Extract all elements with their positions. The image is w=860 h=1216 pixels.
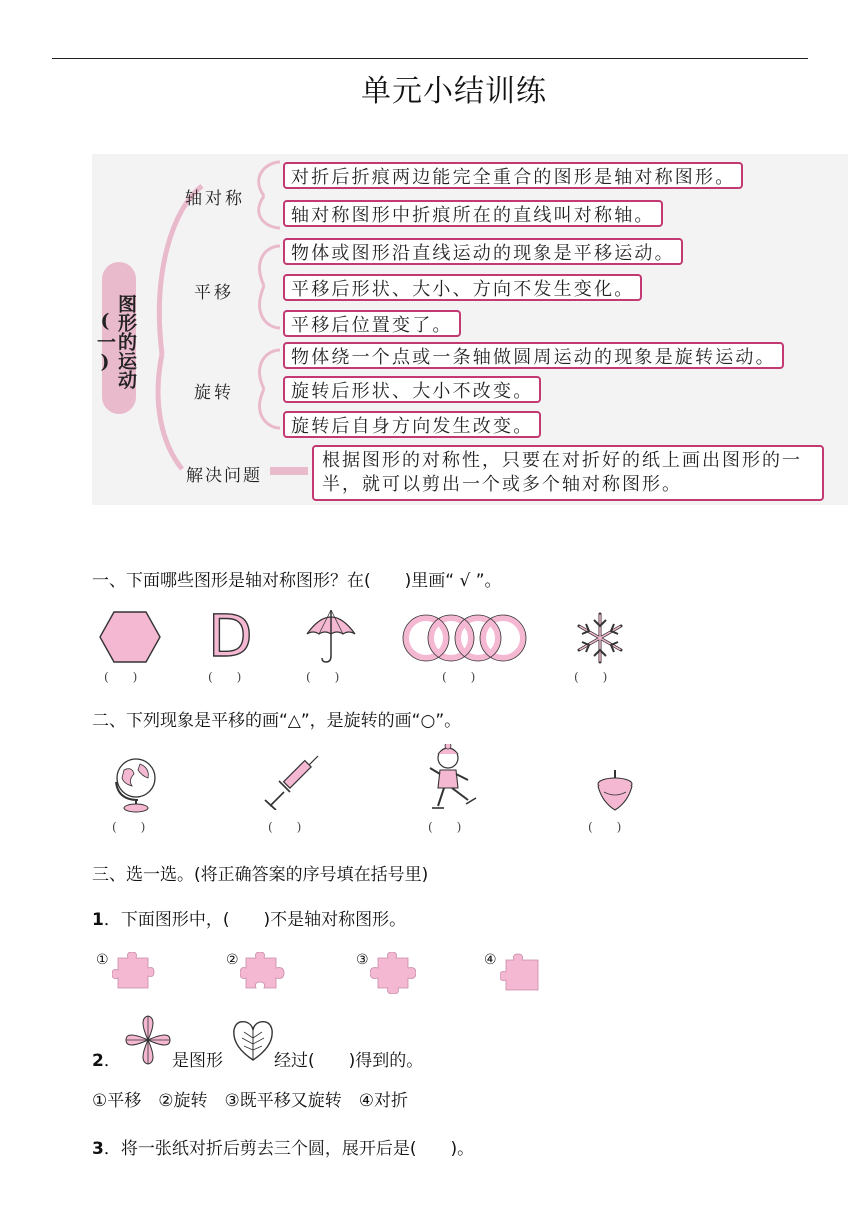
answer-paren-6[interactable]: ( )	[112, 820, 146, 834]
point-rotation-2: 旋转后形状、大小不改变。	[283, 376, 541, 403]
point-problem-solving: 根据图形的对称性，只要在对折好的纸上画出图形的一半，就可以剪出一个或多个轴对称图形。	[312, 445, 824, 501]
branch-rotation: 旋转	[194, 383, 234, 403]
spinning-top-icon	[592, 768, 638, 814]
question-2-text-1: 是图形	[172, 1051, 223, 1071]
globe-icon	[108, 752, 166, 814]
answer-paren-9[interactable]: ( )	[588, 820, 622, 834]
q1-option-3-label: ③	[356, 952, 369, 968]
branch-problem-solving: 解决问题	[186, 466, 262, 486]
question-2-options: ①平移 ②旋转 ③既平移又旋转 ④对折	[92, 1091, 408, 1111]
heart-leaf-icon	[230, 1018, 276, 1062]
question-3-number: 3	[92, 1139, 104, 1159]
answer-paren-8[interactable]: ( )	[428, 820, 462, 834]
branch-connector	[270, 467, 308, 475]
answer-paren-4[interactable]: ( )	[442, 670, 476, 684]
answer-paren-1[interactable]: ( )	[104, 670, 138, 684]
question-2-number: 2	[92, 1051, 104, 1071]
page-title: 单元小结训练	[361, 74, 547, 109]
puzzle-piece-1-icon	[112, 952, 156, 992]
point-rotation-1: 物体绕一个点或一条轴做圆周运动的现象是旋转运动。	[283, 342, 784, 369]
puzzle-piece-3-icon	[370, 952, 416, 994]
puzzle-piece-2-icon	[240, 952, 286, 992]
branch-translation: 平移	[194, 283, 234, 303]
point-symmetry-2: 轴对称图形中折痕所在的直线叫对称轴。	[283, 200, 663, 227]
point-translation-1: 物体或图形沿直线运动的现象是平移运动。	[283, 238, 683, 265]
answer-paren-2[interactable]: ( )	[208, 670, 242, 684]
umbrella-icon	[304, 604, 358, 664]
snowflake-icon	[574, 612, 626, 664]
section3-heading: 三、选一选。(将正确答案的序号填在括号里)	[92, 865, 429, 885]
puzzle-piece-4-icon	[500, 952, 542, 992]
question-2-text-2: 经过( )得到的。	[274, 1051, 424, 1071]
question-3-text: ．将一张纸对折后剪去三个圆，展开后是( )。	[103, 1139, 475, 1159]
skater-icon	[424, 744, 480, 816]
answer-paren-7[interactable]: ( )	[268, 820, 302, 834]
question-1-text: ．下面图形中，( )不是轴对称图形。	[103, 910, 407, 930]
point-symmetry-1: 对折后折痕两边能完全重合的图形是轴对称图形。	[283, 162, 743, 189]
map-root: 图形的运动(一)	[102, 262, 136, 414]
question-2-sep: ．	[103, 1051, 121, 1071]
section2-heading: 二、下列现象是平移的画“△”，是旋转的画“○”。	[92, 711, 462, 731]
branch-axis-symmetry: 轴对称	[185, 189, 245, 209]
four-leaf-pattern-icon	[124, 1014, 172, 1066]
question-3	[92, 1134, 474, 1159]
point-rotation-3: 旋转后自身方向发生改变。	[283, 411, 541, 438]
q1-option-2-label: ②	[226, 952, 239, 968]
letter-d-icon: D	[208, 602, 253, 670]
point-translation-3: 平移后位置变了。	[283, 310, 461, 337]
rings-icon	[402, 614, 528, 662]
q1-option-4-label: ④	[484, 952, 497, 968]
question-1-number: 1	[92, 910, 104, 930]
point-translation-2: 平移后形状、大小、方向不发生变化。	[283, 274, 642, 301]
section1-heading: 一、下面哪些图形是轴对称图形？在( )里画“ √ ”。	[92, 571, 502, 591]
q1-option-1-label: ①	[96, 952, 109, 968]
syringe-icon	[262, 754, 322, 810]
answer-paren-5[interactable]: ( )	[574, 670, 608, 684]
hexagon-icon	[98, 610, 162, 664]
header-rule	[52, 58, 808, 59]
question-2	[92, 1046, 121, 1071]
question-1	[92, 905, 406, 930]
answer-paren-3[interactable]: ( )	[306, 670, 340, 684]
